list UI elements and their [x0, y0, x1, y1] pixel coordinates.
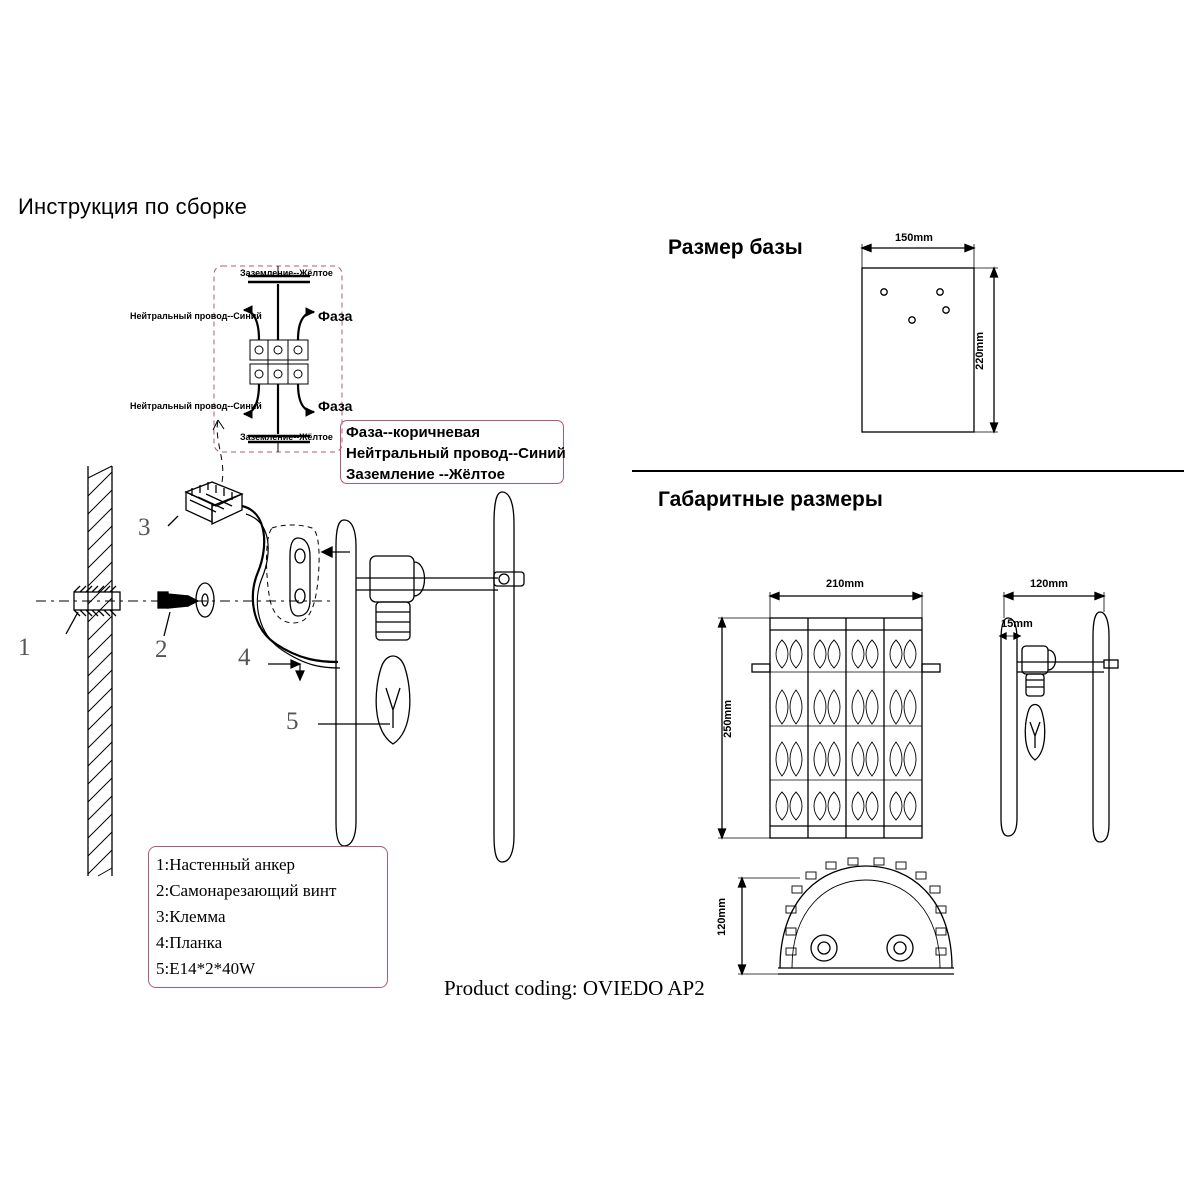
- section-title-overall-dimensions: Габаритные размеры: [658, 488, 883, 511]
- wiring-legend-item-ground: Заземление --Жёлтое: [346, 466, 505, 483]
- parts-legend-item-5: 5:E14*2*40W: [156, 959, 256, 978]
- parts-legend-item-3: 3:Клемма: [156, 907, 226, 926]
- callout-4: 4: [238, 644, 251, 671]
- section-title-base-size: Размер базы: [668, 236, 803, 259]
- product-coding: Product coding: OVIEDO AP2: [444, 976, 705, 1000]
- dim-top-height: 120mm: [716, 898, 728, 936]
- wiring-label-neutral-bottom: Нейтральный провод--Синий: [130, 401, 262, 411]
- wiring-label-phase-bottom: Фаза: [318, 398, 353, 414]
- dim-base-height: 220mm: [974, 332, 986, 370]
- dim-side-depth: 120mm: [1030, 578, 1068, 590]
- page-title-assembly: Инструкция по сборке: [18, 194, 248, 219]
- callout-1: 1: [18, 634, 31, 661]
- dim-side-small: 15mm: [1001, 618, 1033, 630]
- wiring-legend-item-phase: Фаза--коричневая: [346, 424, 481, 441]
- wiring-label-phase-top: Фаза: [318, 308, 353, 324]
- wiring-legend-item-neutral: Нейтральный провод--Синий: [346, 445, 566, 462]
- dim-front-height: 250mm: [722, 700, 734, 738]
- parts-legend-item-4: 4:Планка: [156, 933, 223, 952]
- wiring-legend-list: [346, 422, 566, 485]
- callout-5: 5: [286, 708, 299, 735]
- callout-3: 3: [138, 514, 151, 541]
- dim-front-width: 210mm: [826, 578, 864, 590]
- parts-legend-list: [156, 852, 336, 982]
- wiring-label-neutral-top: Нейтральный провод--Синий: [130, 311, 262, 321]
- parts-legend-item-1: 1:Настенный анкер: [156, 855, 296, 874]
- dim-base-width: 150mm: [895, 232, 933, 244]
- wiring-label-ground-bottom: Заземление--Жёлтое: [240, 432, 333, 442]
- wiring-label-ground-top: Заземление--Жёлтое: [240, 268, 333, 278]
- callout-2: 2: [155, 636, 168, 663]
- parts-legend-item-2: 2:Самонарезающий винт: [156, 881, 337, 900]
